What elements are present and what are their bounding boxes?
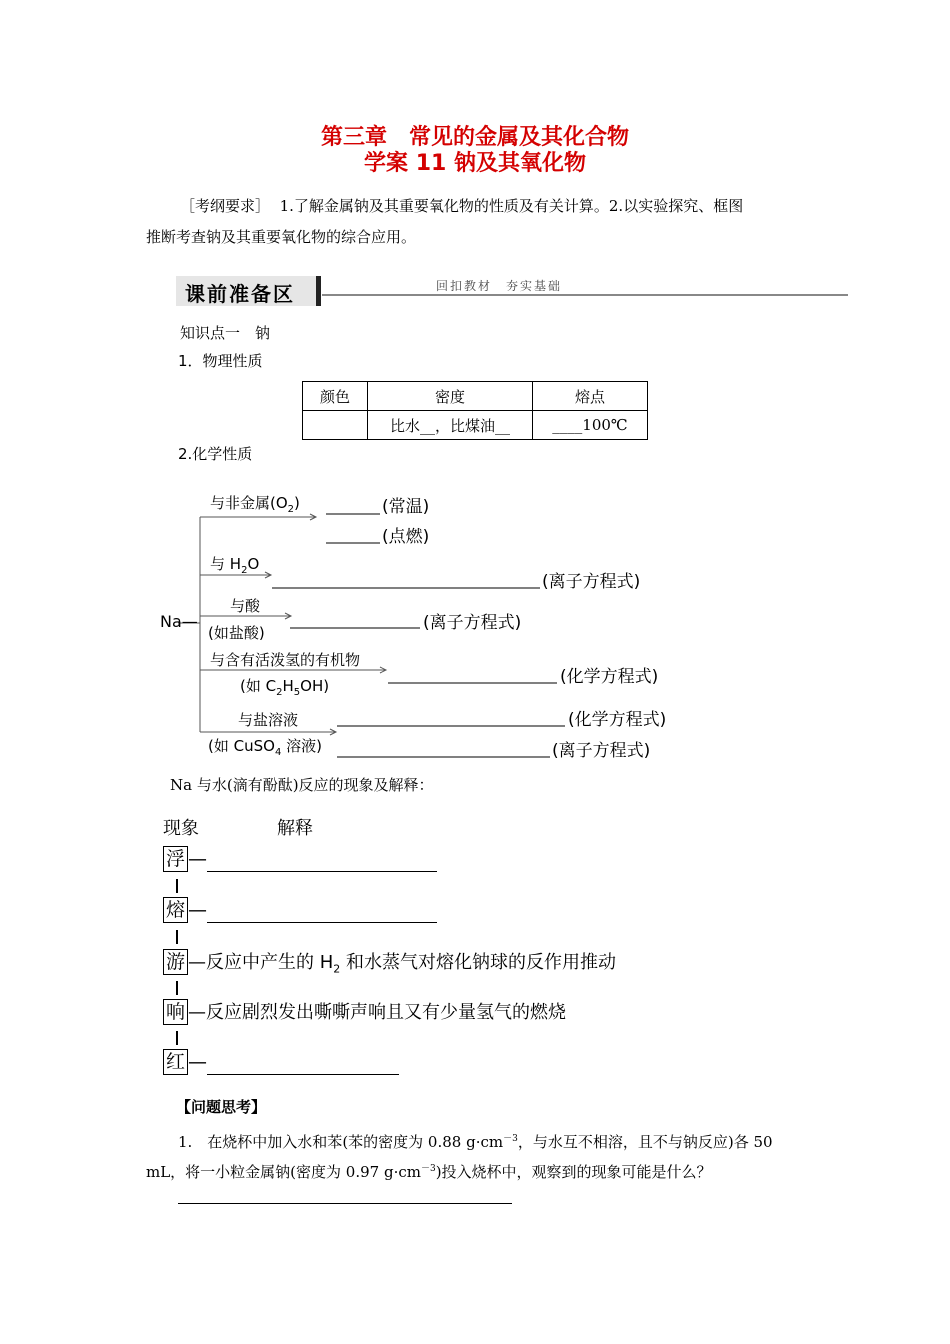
banner-subtitle: 回扣教材 夯实基础 [436, 279, 563, 293]
phenomenon-char-float: 浮 [163, 846, 188, 872]
salt-sub: 4 [274, 747, 282, 758]
branch-water-label: 与 H [210, 555, 242, 573]
branch-organic: 与含有活泼氢的有机物 [210, 651, 361, 669]
organic-note-mid: H [282, 677, 294, 695]
physical-properties-title: 1．物理性质 [178, 352, 263, 370]
table-cell-density: 比水__，比煤油__ [368, 411, 533, 440]
label-ionic-2: (离子方程式) [423, 613, 522, 633]
answer-blank [178, 1203, 512, 1204]
diagram-root-na: Na— [160, 612, 198, 631]
connector-2 [176, 930, 178, 944]
phenomenon-red: 红 — [163, 1049, 399, 1075]
branch-nonmetal-end: ) [294, 494, 300, 512]
label-ionic-3: (离子方程式) [552, 741, 651, 761]
table-header-color: 颜色 [303, 382, 368, 411]
phenomenon-melt: 熔 — [163, 897, 437, 923]
branch-acid: 与酸 [230, 597, 261, 615]
question-1-sup-b: －3 [420, 1164, 436, 1174]
label-chem-2: (化学方程式) [568, 710, 667, 730]
phenomenon-sound [163, 998, 566, 1025]
question-1-text-b: ，与水互不相溶，且不与钠反应)各 50 [517, 1133, 773, 1151]
organic-note-pre: (如 C [240, 677, 277, 695]
question-1-text-d: )投入烧杯中，观察到的现象可能是什么？ [435, 1163, 712, 1181]
connector-3 [176, 981, 178, 995]
explanation-swim: —反应中产生的 H [188, 952, 334, 973]
knowledge-point-title: 知识点一 钠 [180, 324, 271, 342]
phenomenon-char-melt: 熔 [163, 897, 188, 923]
branch-water [210, 553, 259, 576]
branch-organic-note [240, 675, 329, 698]
table-header-melting: 熔点 [533, 382, 648, 411]
salt-note-pre: (如 CuSO [208, 737, 275, 755]
lesson-title: 学案 11 钠及其氧化物 [364, 151, 586, 176]
branch-water-sub: 2 [241, 565, 248, 576]
salt-note-end: 溶液) [281, 737, 322, 755]
chemical-properties-title: 2.化学性质 [178, 445, 253, 463]
phenomenon-char-swim: 游 [163, 949, 188, 975]
branch-nonmetal [210, 492, 300, 515]
requirements-text1: 1.了解金属钠及其重要氧化物的性质及有关计算。2.以实验探究、框图 [279, 197, 744, 215]
explanation-sound: —反应剧烈发出嘶嘶声响且又有少量氢气的燃烧 [188, 1002, 567, 1023]
branch-acid-note: (如盐酸) [208, 624, 265, 642]
question-1-line2 [146, 1154, 712, 1187]
connector-1 [176, 879, 178, 893]
label-ionic-1: (离子方程式) [542, 572, 641, 592]
phenomenon-char-red: 红 [163, 1049, 188, 1075]
questions-title: 【问题思考】 [176, 1098, 267, 1116]
organic-note-end: OH) [300, 677, 330, 695]
branch-salt-note [208, 735, 322, 758]
branch-nonmetal-sub: 2 [287, 504, 295, 515]
question-1-text-a: 1. 在烧杯中加入水和苯(苯的密度为 0.88 g·cm [178, 1133, 504, 1151]
organic-sub-1: 2 [276, 687, 283, 698]
table-cell-melting: ____100℃ [533, 411, 648, 440]
requirements-line2: 推断考查钠及其重要氧化物的综合应用。 [146, 228, 417, 246]
connector-4 [176, 1031, 178, 1045]
phenomenon-float: 浮 — [163, 846, 437, 872]
branch-water-end: O [247, 555, 260, 573]
banner-title: 课前准备区 [185, 282, 295, 306]
phenomenon-char-sound: 响 [163, 999, 188, 1025]
label-chem-1: (化学方程式) [560, 667, 659, 687]
question-1-text-c: mL，将一小粒金属钠(密度为 0.97 g·cm [146, 1163, 421, 1181]
organic-sub-2: 5 [293, 687, 301, 698]
phenomena-intro: Na 与水(滴有酚酞)反应的现象及解释： [170, 776, 434, 794]
chapter-title: 第三章 常见的金属及其化合物 [320, 125, 629, 150]
table-header-density: 密度 [368, 382, 533, 411]
label-normal-temp: (常温) [382, 497, 430, 517]
explanation-col-label: 解释 [277, 818, 313, 839]
blank-melt [207, 898, 437, 923]
branch-nonmetal-label: 与非金属(O [210, 494, 288, 512]
blank-float [207, 847, 437, 872]
phenomena-col-label: 现象 [163, 818, 199, 839]
requirements-label: ［考纲要求］ [180, 197, 271, 215]
explanation-swim-tail: 和水蒸气对熔化钠球的反作用推动 [340, 952, 617, 973]
explanation-swim-sub: 2 [333, 962, 341, 976]
branch-salt: 与盐溶液 [238, 711, 299, 729]
label-ignite: (点燃) [382, 527, 430, 547]
phenomenon-swim [163, 948, 616, 976]
question-1-line1 [178, 1124, 773, 1157]
blank-red [207, 1050, 399, 1075]
question-1-sup-a: －3 [503, 1134, 518, 1144]
